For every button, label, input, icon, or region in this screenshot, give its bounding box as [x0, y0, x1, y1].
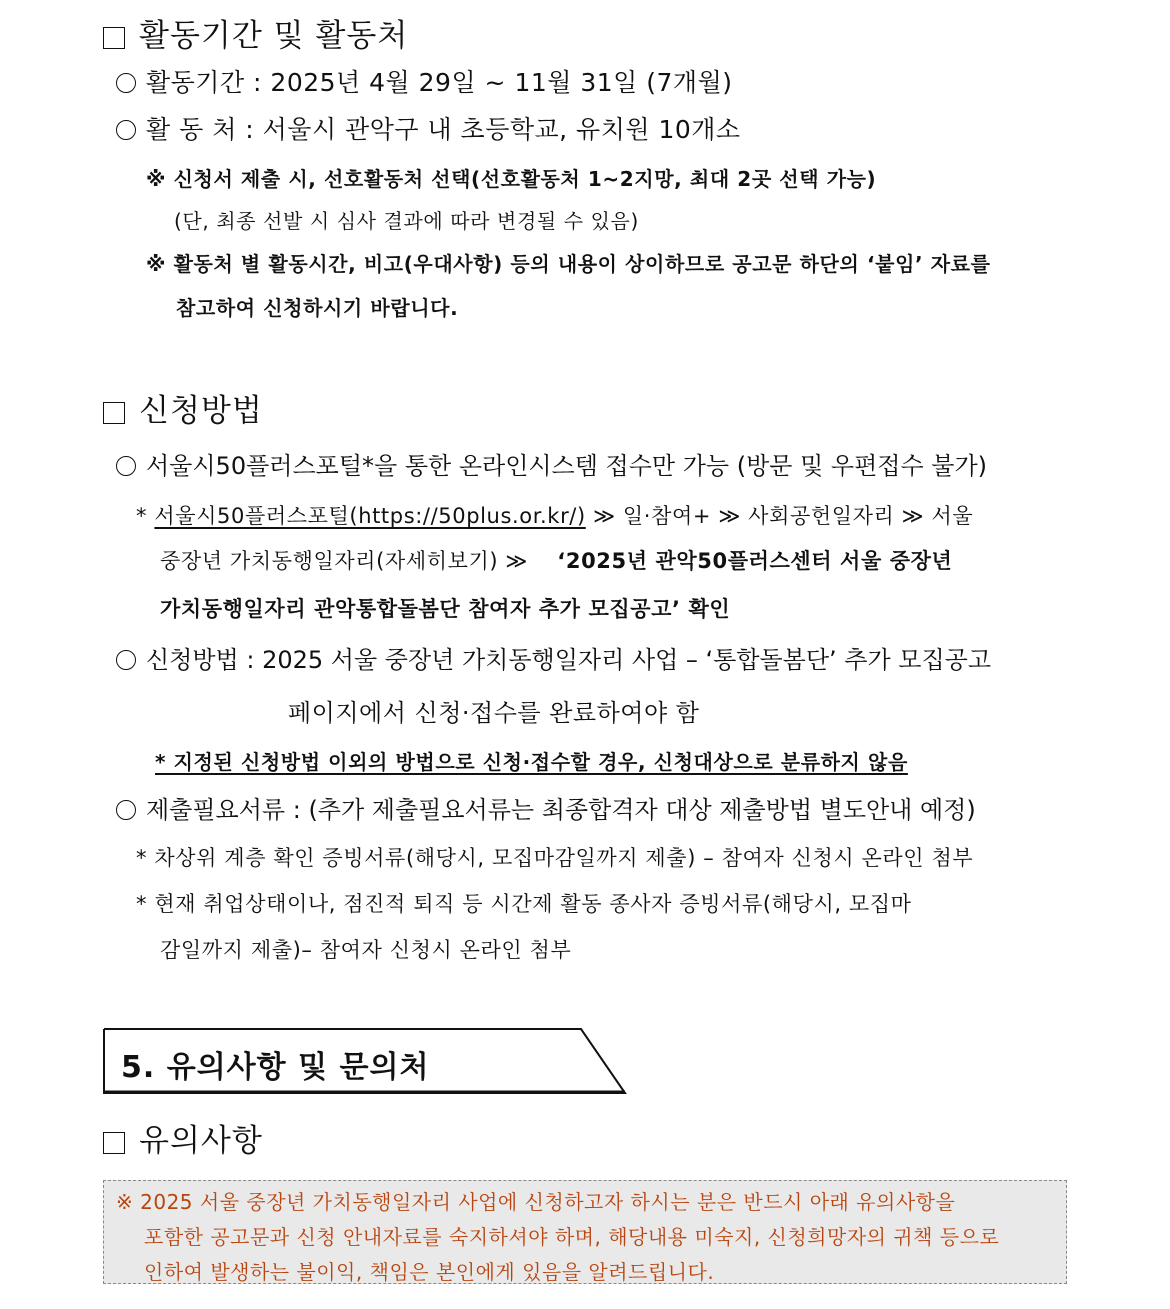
portal-announcement-title: 가치동행일자리 관악통합돌봄단 참여자 추가 모집공고’ 확인	[160, 597, 731, 621]
method-warning: * 지정된 신청방법 이외의 방법으로 신청·접수할 경우, 신청대상으로 분류하지 않음	[155, 750, 908, 774]
note-preference-detail: (단, 최종 선발 시 심사 결과에 따라 변경될 수 있음)	[174, 209, 639, 233]
circle-bullet-icon	[116, 73, 136, 93]
doc-item-low-income: * 차상위 계층 확인 증빙서류(해당시, 모집마감일까지 제출) – 참여자 신청시 온라인 첨부	[136, 846, 974, 870]
caution-text-2: 포함한 공고문과 신청 안내자료를 숙지하셔야 하며, 해당내용 미숙지, 신청희망자의 귀책 등으로	[144, 1225, 1000, 1249]
doc-item-employment-cont: 감일까지 제출)– 참여자 신청시 온라인 첨부	[160, 938, 572, 962]
checkbox-square-icon	[103, 27, 125, 49]
circle-bullet-icon	[116, 650, 136, 670]
online-only-line: 서울시50플러스포털*을 통한 온라인시스템 접수만 가능 (방문 및 우편접수 불가)	[116, 446, 987, 481]
period-line: 활동기간 : 2025년 4월 29일 ~ 11월 31일 (7개월)	[116, 63, 732, 99]
required-docs-line: 제출필요서류 : (추가 제출필요서류는 최종합격자 대상 제출방법 별도안내 예정)	[116, 790, 976, 825]
portal-link[interactable]: 서울시50플러스포털(https://50plus.or.kr/)	[154, 504, 586, 528]
circle-bullet-icon	[116, 456, 136, 476]
method-heading: 신청방법	[103, 385, 263, 430]
method-line-2: 페이지에서 신청·접수를 완료하여야 함	[288, 699, 700, 727]
doc-item-employment: * 현재 취업상태이나, 점진적 퇴직 등 시간제 활동 종사자 증빙서류(해당시, 모집마	[136, 892, 912, 916]
note-attachment-cont: 참고하여 신청하시기 바랍니다.	[176, 296, 459, 320]
note-attachment: ※ 활동처 별 활동시간, 비고(우대사항) 등의 내용이 상이하므로 공고문 하단의 ‘붙임’ 자료를	[146, 252, 991, 276]
section-5-banner	[103, 1028, 627, 1094]
checkbox-square-icon	[103, 1132, 125, 1154]
caution-heading: 유의사항	[103, 1115, 263, 1160]
caution-text-3: 인하여 발생하는 불이익, 책임은 본인에게 있음을 알려드립니다.	[144, 1260, 715, 1284]
circle-bullet-icon	[116, 800, 136, 820]
note-preference: ※ 신청서 제출 시, 선호활동처 선택(선호활동처 1~2지망, 최대 2곳 선택 가능)	[146, 167, 877, 191]
period-heading: 활동기간 및 활동처	[103, 10, 408, 55]
portal-path-line-2: 중장년 가치동행일자리(자세히보기) ≫ ‘2025년 관악50플러스센터 서울 중장년	[160, 549, 953, 573]
section-5-title: 5. 유의사항 및 문의처	[121, 1050, 430, 1085]
circle-bullet-icon	[116, 120, 136, 140]
caution-text-1: ※ 2025 서울 중장년 가치동행일자리 사업에 신청하고자 하시는 분은 반드시 아래 유의사항을	[116, 1190, 956, 1214]
place-line: 활 동 처 : 서울시 관악구 내 초등학교, 유치원 10개소	[116, 110, 741, 146]
portal-path-line: * 서울시50플러스포털(https://50plus.or.kr/) ≫ 일·참여+ ≫ 사회공헌일자리 ≫ 서울	[136, 504, 974, 528]
method-line: 신청방법 : 2025 서울 중장년 가치동행일자리 사업 – ‘통합돌봄단’ 추가 모집공고	[116, 640, 991, 675]
caution-notice-box	[103, 1180, 1067, 1284]
checkbox-square-icon	[103, 402, 125, 424]
